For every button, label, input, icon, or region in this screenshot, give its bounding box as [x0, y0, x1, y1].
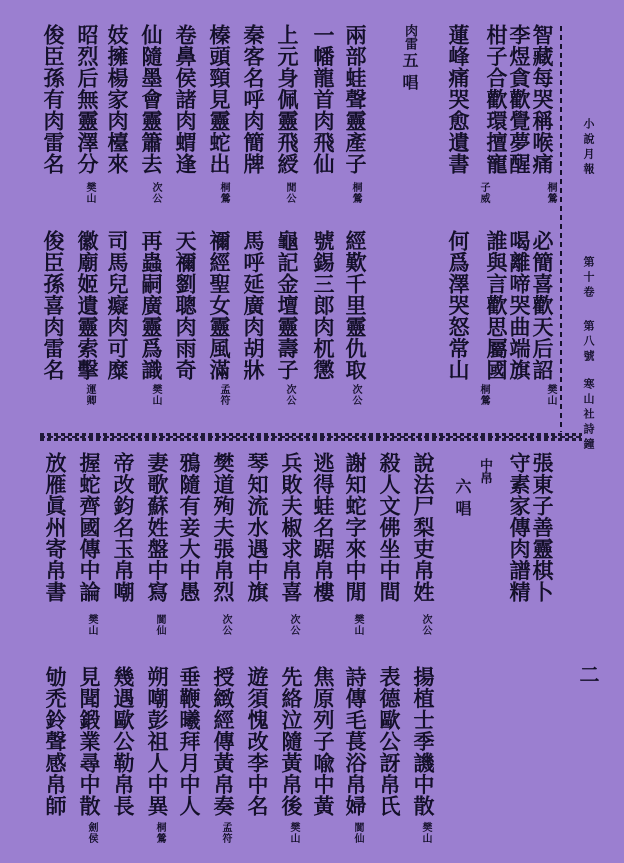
author-label: 桐鶯: [218, 182, 229, 204]
author-label: 桐鶯: [350, 182, 361, 204]
verse-line: 鴉隨有妾大中愚: [177, 452, 202, 603]
verse-line: 授緻經傳黃帛奏: [211, 666, 236, 817]
author-label: 次公: [350, 384, 361, 406]
verse-line: 仙隨墨會靈簫去: [139, 24, 164, 175]
author-label: 劍侯: [86, 822, 97, 844]
verse-line: 詩傳毛萇浴帛婦: [343, 666, 368, 817]
section-title: 六唱: [453, 478, 472, 522]
author-label: 樊山: [86, 614, 97, 636]
verse-line: 天禰劉聰肉雨奇: [173, 230, 198, 381]
verse-line: 喝離啼哭曲端旗: [507, 230, 532, 381]
verse-line: 龜記金壇靈壽子: [275, 230, 300, 381]
verse-line: 握蛇齊國傳中論: [77, 452, 102, 603]
author-label: 樊山: [150, 384, 161, 406]
author-label: 樊山: [84, 182, 95, 204]
author-label: 樊山: [352, 614, 363, 636]
author-label: 樊山: [288, 822, 299, 844]
author-label: 子威: [478, 182, 489, 204]
verse-line: 徽廟姬遺靈索擊: [75, 230, 100, 381]
verse-line: 謝知蛇字來中閒: [343, 452, 368, 603]
verse-line: 揚植士季譏中散: [411, 666, 436, 817]
verse-line: 琴知流水遇中旗: [245, 452, 270, 603]
header-magazine: 小說月報: [582, 118, 595, 178]
verse-line: 守素家傳肉譜精: [507, 452, 532, 603]
verse-line: 帝改鈞名玉帛嘲: [111, 452, 136, 603]
author-label: 桐鶯: [154, 822, 165, 844]
verse-line: 遊須愧改李中名: [245, 666, 270, 817]
author-label: 桐鶯: [545, 182, 556, 204]
author-label: 次公: [220, 614, 231, 636]
verse-line: 逃得蛙名踞帛樓: [311, 452, 336, 603]
section-prefix: 肉雷: [402, 24, 417, 50]
verse-line: 殺人文佛坐中間: [377, 452, 402, 603]
verse-line: 經歎千里靈仇取: [343, 230, 368, 381]
verse-line: 朔嘲彭祖人中異: [145, 666, 170, 817]
verse-line: 柑子合歡環擅寵: [484, 24, 509, 175]
verse-line: 放雁眞州寄帛書: [43, 452, 68, 603]
verse-line: 兵敗夫椒求帛喜: [279, 452, 304, 603]
author-label: 次公: [420, 614, 431, 636]
section-title: 五唱: [400, 52, 419, 96]
author-label: 次公: [284, 384, 295, 406]
verse-line: 卷鼻侯諸肉蝟逢: [173, 24, 198, 175]
verse-line: 昭烈后無靈澤分: [75, 24, 100, 175]
author-label: 樊山: [545, 384, 556, 406]
author-label: 運卿: [84, 384, 95, 406]
author-label: 閒公: [284, 182, 295, 204]
verse-line: 見聞鍛業尋中散: [77, 666, 102, 817]
author-label: 閬仙: [154, 614, 165, 636]
verse-line: 禰經聖女靈風滿: [207, 230, 232, 381]
verse-line: 垂鞭曦拜月中人: [177, 666, 202, 817]
verse-line: 說法尸梨吏帛姓: [411, 452, 436, 603]
verse-line: 一幡龍首肉飛仙: [311, 24, 336, 175]
author-label: 桐鶯: [478, 384, 489, 406]
verse-line: 劬禿鈴聲感帛師: [43, 666, 68, 817]
author-label: 次公: [288, 614, 299, 636]
header-volume: 第十卷: [582, 256, 595, 301]
verse-line: 司馬兒癡肉可糜: [105, 230, 130, 381]
section-prefix: 中帛: [477, 458, 492, 484]
verse-line: 必簡喜歡天后詔: [530, 230, 555, 381]
page-number: 二: [576, 664, 600, 684]
verse-line: 智藏每哭稱喉痛: [530, 24, 555, 175]
verse-line: 李煜貪歡覺夢醒: [507, 24, 532, 175]
header-issue: 第八號: [582, 320, 595, 365]
verse-line: 榛頭頸見靈蛇出: [207, 24, 232, 175]
author-label: 孟符: [220, 822, 231, 844]
verse-line: 樊道殉夫張帛烈: [211, 452, 236, 603]
verse-line: 上元身佩靈飛綬: [275, 24, 300, 175]
author-label: 樊山: [420, 822, 431, 844]
verse-line: 秦客名呼肉簡牌: [241, 24, 266, 175]
verse-line: 俊臣孫喜肉雷名: [41, 230, 66, 381]
verse-line: 表德歐公訝帛氏: [377, 666, 402, 817]
section-divider: [40, 433, 582, 441]
verse-line: 俊臣孫有肉雷名: [41, 24, 66, 175]
verse-line: 幾遇歐公勒帛長: [111, 666, 136, 817]
header-series: 寒山社詩鐘: [582, 378, 595, 453]
verse-line: 張東子善靈棋卜: [530, 452, 555, 603]
verse-line: 馬呼延廣肉胡牀: [241, 230, 266, 381]
verse-line: 妓擁楊家肉檯來: [105, 24, 130, 175]
verse-line: 再蟲嗣廣靈爲識: [139, 230, 164, 381]
verse-line: 妻歌蘇姓盤中寫: [145, 452, 170, 603]
verse-line: 何爲澤哭怒常山: [446, 230, 471, 381]
author-label: 閬仙: [352, 822, 363, 844]
verse-line: 焦原列子喩中黃: [311, 666, 336, 817]
author-label: 次公: [150, 182, 161, 204]
verse-line: 蓮峰痛哭愈遺書: [446, 24, 471, 175]
verse-line: 兩部蛙聲靈產子: [343, 24, 368, 175]
verse-line: 誰與言歡思屬國: [484, 230, 509, 381]
author-label: 孟符: [218, 384, 229, 406]
verse-line: 先絡泣隨黃帛後: [279, 666, 304, 817]
header-divider: [560, 26, 562, 432]
verse-line: 號錫三郎肉杌懲: [311, 230, 336, 381]
